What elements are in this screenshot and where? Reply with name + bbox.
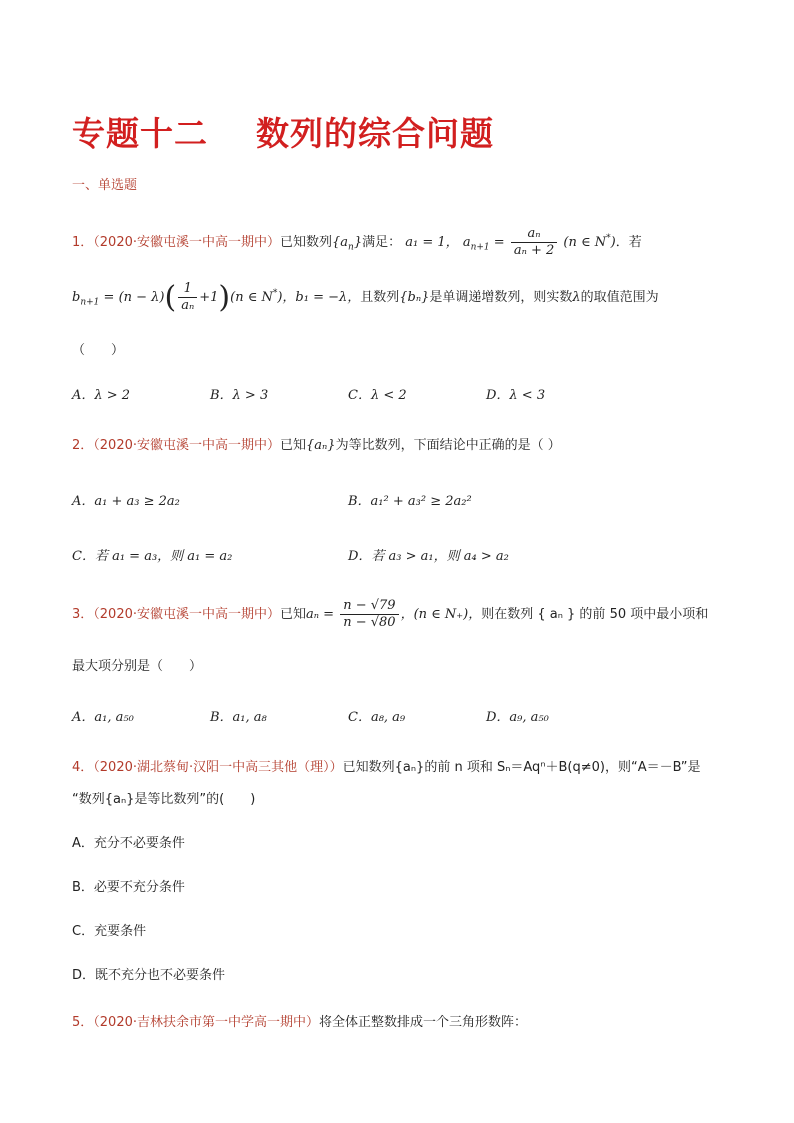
question-text: ．若	[615, 235, 642, 250]
question-3-line-1	[72, 598, 708, 631]
question-2-stem	[72, 434, 561, 453]
plus-one: +1	[199, 290, 219, 305]
domain-condition: ，(n ∈ N₊)，	[400, 607, 482, 622]
option-a[interactable]: A．a₁ + a₃ ≥ 2a₂	[72, 494, 180, 509]
left-paren-icon: (	[164, 280, 177, 315]
question-number: 3．	[72, 607, 94, 622]
option-a[interactable]: A．λ > 2	[72, 388, 131, 403]
option-c[interactable]: C．a₈, a₉	[348, 710, 406, 725]
question-text: 且数列	[360, 290, 400, 305]
question-source: （2020·湖北蔡甸·汉阳一中高三其他（理））	[93, 760, 343, 775]
question-number: 4．	[72, 760, 94, 775]
sequence-a: $\{a_n\}$	[332, 235, 363, 253]
question-text: 已知数列	[280, 235, 333, 250]
recurrence-formula: $a_{n+1}$ =	[462, 235, 505, 253]
b-formula: $b_{n+1} = (n - \lambda)$	[72, 290, 165, 308]
question-1-line-1	[72, 226, 642, 259]
option-a[interactable]: A．充分不必要条件	[72, 836, 185, 851]
question-text: 已知数列{aₙ}的前 n 项和 Sₙ＝Aqⁿ＋B(q≠0)，则“A＝－B”是	[342, 760, 701, 775]
question-1-line-2	[72, 280, 659, 315]
sequence-b: {bₙ}	[399, 290, 430, 305]
page-title	[72, 108, 494, 155]
option-d[interactable]: D．既不充分也不必要条件	[72, 968, 226, 983]
title-topic-name: 数列的综合问题	[256, 114, 494, 153]
question-text: 已知	[280, 438, 307, 453]
option-b[interactable]: B．a₁² + a₃² ≥ 2a₂²	[348, 494, 472, 509]
option-d[interactable]: D．λ < 3	[486, 388, 546, 403]
question-number: 5．	[72, 1015, 94, 1030]
right-paren-icon: )	[218, 280, 231, 315]
initial-term: a₁ = 1，	[405, 235, 459, 250]
question-text: 满足：	[362, 235, 402, 250]
title-topic-number: 专题十二	[72, 114, 208, 153]
question-source: （2020·安徽屯溪一中高一期中）	[93, 438, 280, 453]
option-d[interactable]: D．a₉, a₅₀	[486, 710, 549, 725]
b-fraction: $\frac{1}{\text{aₙ}}$	[178, 281, 197, 314]
question-4-line-1	[72, 756, 701, 775]
question-number: 2．	[72, 438, 94, 453]
question-source: （2020·安徽屯溪一中高一期中）	[93, 235, 280, 250]
question-5-stem	[72, 1011, 527, 1030]
question-text: 则在数列 { aₙ } 的前 50 项中最小项和	[481, 607, 709, 622]
question-text: 是单调递增数列，则实数	[429, 290, 573, 305]
recurrence-fraction: $\frac{\text{aₙ}}{\text{aₙ + 2}}$	[511, 226, 557, 259]
option-b[interactable]: B．a₁, a₈	[210, 710, 267, 725]
question-text: 将全体正整数排成一个三角形数阵：	[319, 1015, 528, 1030]
sequence-a: {aₙ}	[306, 438, 336, 453]
section-heading: 一、单选题	[72, 178, 138, 193]
question-text: 为等比数列，下面结论中正确的是（ ）	[335, 438, 561, 453]
option-c[interactable]: C．充要条件	[72, 924, 147, 939]
answer-blank: （ ）	[72, 343, 125, 358]
option-d[interactable]: D．若 a₃ > a₁，则 a₄ > a₂	[348, 549, 509, 564]
term-fraction: $\frac{n - √79}{n - √80}$	[340, 598, 398, 631]
option-a[interactable]: A．a₁, a₅₀	[72, 710, 134, 725]
b1-value: ，b₁ = −λ，	[282, 290, 361, 305]
domain-condition: (n ∈ N*)	[563, 233, 616, 250]
option-c[interactable]: C．λ < 2	[348, 388, 407, 403]
question-3-line-2: 最大项分别是（ ）	[72, 659, 203, 674]
question-text: 的取值范围为	[580, 290, 659, 305]
question-source: （2020·安徽屯溪一中高一期中）	[93, 607, 280, 622]
question-number: 1．	[72, 235, 94, 250]
question-text: 已知	[280, 607, 307, 622]
question-4-line-2: “数列{aₙ}是等比数列”的( )	[72, 792, 256, 807]
option-c[interactable]: C．若 a₁ = a₃，则 a₁ = a₂	[72, 549, 233, 564]
lambda-symbol: λ	[572, 290, 581, 305]
option-b[interactable]: B．必要不充分条件	[72, 880, 185, 895]
option-b[interactable]: B．λ > 3	[210, 388, 269, 403]
question-source: （2020·吉林扶余市第一中学高一期中）	[93, 1015, 319, 1030]
b-domain: (n ∈ N*)	[230, 288, 283, 305]
term-formula: aₙ =	[306, 607, 339, 622]
